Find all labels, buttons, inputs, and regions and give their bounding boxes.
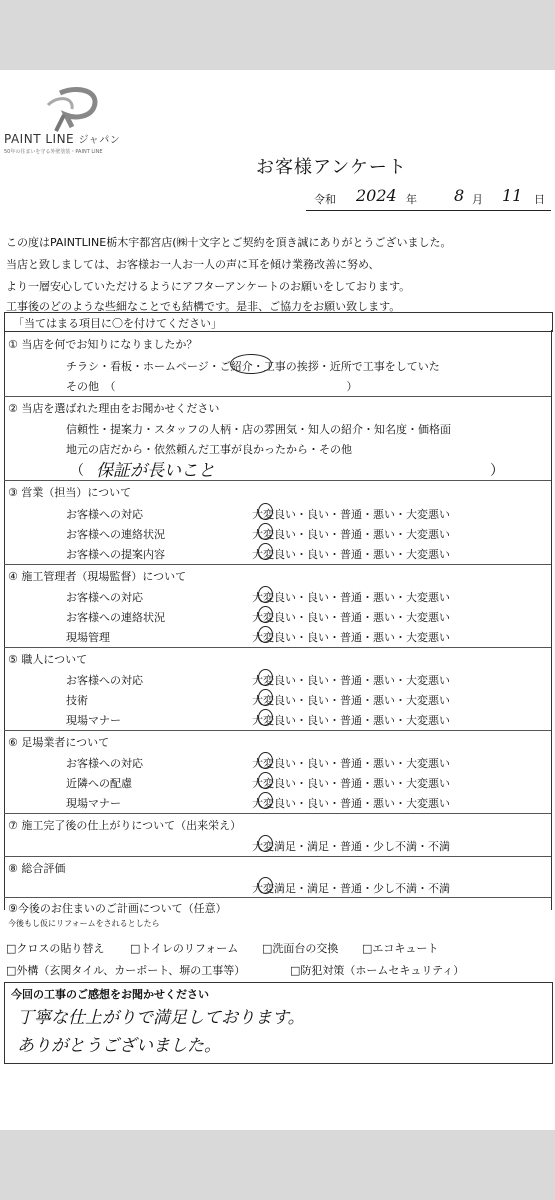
q6-item: 近隣への配慮 xyxy=(66,777,132,790)
rating-scale: 大変良い・良い・普通・悪い・大変悪い xyxy=(252,508,450,521)
q2-answer-close: ） xyxy=(490,463,504,479)
comment-handwritten-line: 丁寧な仕上がりで満足しております。 xyxy=(17,1008,305,1028)
q5-item: 現場マナー xyxy=(66,714,121,727)
q2-title: ② 当店を選ばれた理由をお聞かせください xyxy=(8,402,220,415)
instruction-text: 「当てはまる項目に〇を付けてください」 xyxy=(13,317,222,330)
q6-item: 現場マナー xyxy=(66,797,121,810)
rating-scale: 大変良い・良い・普通・悪い・大変悪い xyxy=(252,591,450,604)
date-month: 8 xyxy=(454,186,465,205)
rating-scale: 大変良い・良い・普通・悪い・大変悪い xyxy=(252,797,450,810)
intro-line: 当店と致しましては、お客様お一人お一人の声に耳を傾け業務改善に努め、 xyxy=(6,258,380,271)
date-year: 2024 xyxy=(356,186,397,205)
answer-circle xyxy=(258,626,273,643)
answer-circle xyxy=(258,709,273,726)
answer-circle xyxy=(258,543,273,560)
q9-subtitle: 今後もし仮にリフォームをされるとしたら xyxy=(8,919,160,928)
checkbox-toilet[interactable]: □トイレのリフォーム xyxy=(130,942,239,955)
answer-circle xyxy=(258,523,273,540)
comment-box xyxy=(4,982,553,1064)
q2-handwritten-answer: 保証が長いこと xyxy=(96,461,215,481)
date-month-unit: 月 xyxy=(472,193,483,206)
q2-answer-open: （ xyxy=(70,463,84,479)
q4-item: 現場管理 xyxy=(66,631,110,644)
q2-options-1: 信頼性・提案力・スタッフの人柄・店の雰囲気・知人の紹介・知名度・価格面 xyxy=(66,423,451,436)
rating-scale: 大変良い・良い・普通・悪い・大変悪い xyxy=(252,777,450,790)
q5-item: お客様への対応 xyxy=(66,674,143,687)
q3-item: お客様への提案内容 xyxy=(66,548,165,561)
q1-title: ① 当店を何でお知りになりましたか？ xyxy=(8,338,198,351)
comment-handwritten-line: ありがとうございました。 xyxy=(17,1036,221,1056)
q9-title: ⑨今後のお住まいのご計画について（任意） xyxy=(8,902,227,915)
satisfaction-scale: 大変満足・満足・普通・少し不満・不満 xyxy=(252,840,450,853)
answer-circle xyxy=(258,835,273,852)
rating-scale: 大変良い・良い・普通・悪い・大変悪い xyxy=(252,694,450,707)
date-day-unit: 日 xyxy=(534,193,545,206)
answer-circle xyxy=(230,354,272,374)
intro-line: より一層安心していただけるようにアフターアンケートのお願いをしております。 xyxy=(6,280,411,293)
frame-left xyxy=(4,330,5,910)
date-row xyxy=(306,188,551,211)
answer-circle xyxy=(258,752,273,769)
rating-scale: 大変良い・良い・普通・悪い・大変悪い xyxy=(252,528,450,541)
satisfaction-scale: 大変満足・満足・普通・少し不満・不満 xyxy=(252,882,450,895)
rating-scale: 大変良い・良い・普通・悪い・大変悪い xyxy=(252,611,450,624)
answer-circle xyxy=(258,877,273,894)
answer-circle xyxy=(258,669,273,686)
date-era: 令和 xyxy=(314,193,336,206)
q3-title: ③ 営業（担当）について xyxy=(8,486,132,499)
q8-title: ⑧ 総合評価 xyxy=(8,862,66,875)
rating-scale: 大変良い・良い・普通・悪い・大変悪い xyxy=(252,714,450,727)
date-year-unit: 年 xyxy=(406,193,417,206)
answer-circle xyxy=(258,792,273,809)
logo-tagline: 50年の住まいを守る外壁塗装・PAINT LINE xyxy=(4,149,103,155)
q6-title: ⑥ 足場業者について xyxy=(8,736,110,749)
answer-circle xyxy=(258,772,273,789)
answer-circle xyxy=(258,503,273,520)
q3-item: お客様への連絡状況 xyxy=(66,528,165,541)
answer-circle xyxy=(258,606,273,623)
page-title: お客様アンケート xyxy=(256,157,407,178)
answer-circle xyxy=(258,586,273,603)
rating-scale: 大変良い・良い・普通・悪い・大変悪い xyxy=(252,548,450,561)
q7-title: ⑦ 施工完了後の仕上がりについて（出来栄え） xyxy=(8,819,242,832)
q5-item: 技術 xyxy=(66,694,88,707)
comment-label: 今回の工事のご感想をお聞かせください xyxy=(11,988,209,1001)
checkbox-exterior[interactable]: □外構（玄関タイル、カーポート、塀の工事等） xyxy=(6,964,246,977)
frame-right xyxy=(551,330,552,910)
q2-options-2: 地元の店だから・依然頼んだ工事が良かったから・その他 xyxy=(66,443,352,456)
q4-title: ④ 施工管理者（現場監督）について xyxy=(8,570,187,583)
section-divider xyxy=(4,856,551,857)
section-divider xyxy=(4,897,551,898)
checkbox-security[interactable]: □防犯対策（ホームセキュリティ） xyxy=(290,964,465,977)
logo-brand: PAINT LINE ジャパン xyxy=(4,132,121,146)
instruction-box xyxy=(4,312,553,332)
q1-options: チラシ・看板・ホームページ・ご紹介・工事の挨拶・近所で工事をしていた xyxy=(66,360,440,373)
checkbox-ecocute[interactable]: □エコキュート xyxy=(362,942,439,955)
rating-scale: 大変良い・良い・普通・悪い・大変悪い xyxy=(252,674,450,687)
section-divider xyxy=(4,480,551,481)
intro-line: この度はPAINTLINE栃木宇都宮店(㈱十文字とご契約を頂き誠にありがとうございました。 xyxy=(6,236,452,249)
section-divider xyxy=(4,564,551,565)
rating-scale: 大変良い・良い・普通・悪い・大変悪い xyxy=(252,631,450,644)
intro-line: 工事後のどのような些細なことでも結構です。是非、ご協力をお願い致します。 xyxy=(6,300,401,313)
q5-title: ⑤ 職人について xyxy=(8,653,88,666)
date-day: 11 xyxy=(502,186,523,205)
checkbox-cloth[interactable]: □クロスの貼り替え xyxy=(6,942,105,955)
q4-item: お客様への対応 xyxy=(66,591,143,604)
q6-item: お客様への対応 xyxy=(66,757,143,770)
answer-circle xyxy=(258,689,273,706)
section-divider xyxy=(4,730,551,731)
section-divider xyxy=(4,647,551,648)
q4-item: お客様への連絡状況 xyxy=(66,611,165,624)
checkbox-washbasin[interactable]: □洗面台の交換 xyxy=(262,942,339,955)
q1-other: その他 （ ） xyxy=(66,380,358,393)
section-divider xyxy=(4,396,551,397)
q3-item: お客様への対応 xyxy=(66,508,143,521)
section-divider xyxy=(4,813,551,814)
rating-scale: 大変良い・良い・普通・悪い・大変悪い xyxy=(252,757,450,770)
